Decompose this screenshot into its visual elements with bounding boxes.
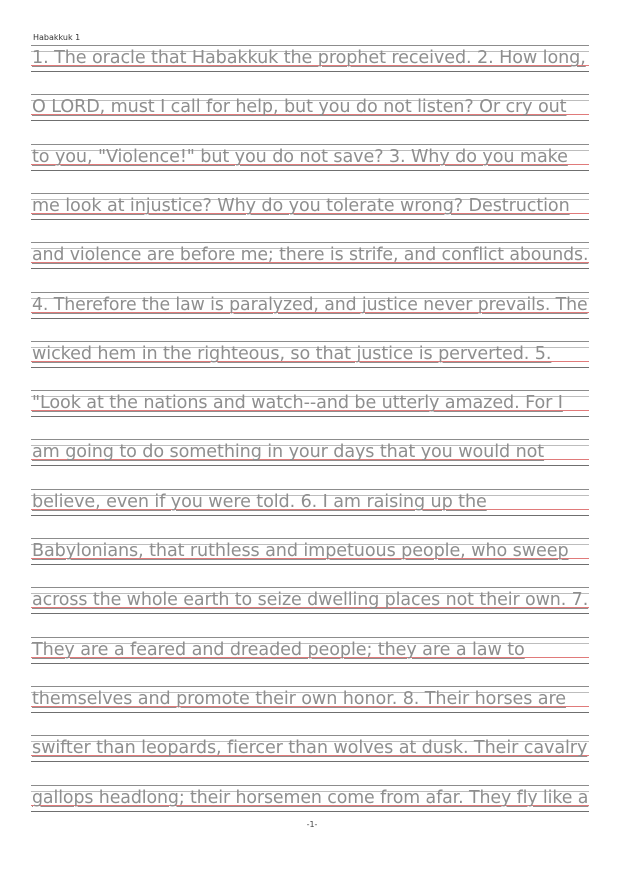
trace-text: O LORD, must I call for help, but you do not listen? Or cry out: [32, 97, 567, 118]
trace-text: swifter than leopards, fiercer than wolves at dusk. Their cavalry: [32, 738, 588, 759]
ruling-line: [31, 219, 589, 220]
ruling-line: [31, 170, 589, 171]
ruling-line: [31, 587, 589, 588]
ruling-line: [31, 120, 589, 121]
practice-line: [31, 94, 589, 134]
trace-text: They are a feared and dreaded people; they are a law to: [32, 639, 525, 660]
trace-text: across the whole earth to seize dwelling places not their own. 7.: [32, 590, 589, 611]
practice-line: [31, 538, 589, 578]
ruling-line: [31, 761, 589, 762]
trace-text: to you, "Violence!" but you do not save? 3. Why do you make: [32, 146, 568, 167]
ruling-line: [31, 144, 589, 145]
trace-text: 4. Therefore the law is paralyzed, and justice never prevails. The: [32, 294, 588, 315]
trace-text: themselves and promote their own honor. 8. Their horses are: [32, 688, 566, 709]
ruling-line: [31, 663, 589, 664]
practice-line: [31, 341, 589, 381]
ruling-line: [31, 193, 589, 194]
ruling-line: [31, 538, 589, 539]
ruling-line: [31, 268, 589, 269]
ruling-line: [31, 489, 589, 490]
ruling-line: [31, 712, 589, 713]
trace-text: am going to do something in your days that you would not: [32, 442, 545, 463]
ruling-line: [31, 439, 589, 440]
page-number: -1-: [306, 820, 318, 829]
trace-text: 1. The oracle that Habakkuk the prophet received. 2. How long,: [32, 48, 586, 68]
ruling-line: [31, 318, 589, 319]
ruling-line: [31, 735, 589, 736]
practice-line: [31, 686, 589, 726]
ruling-line: [31, 465, 589, 466]
trace-text: me look at injustice? Why do you tolerate wrong? Destruction: [32, 195, 570, 216]
ruling-line: [31, 341, 589, 342]
ruling-line: [31, 785, 589, 786]
practice-line: [31, 193, 589, 233]
practice-line: [31, 144, 589, 184]
ruling-line: [31, 811, 589, 812]
ruling-line: [31, 515, 589, 516]
practice-line: [31, 587, 589, 627]
trace-text: and violence are before me; there is strife, and conflict abounds.: [32, 245, 589, 266]
ruling-line: [31, 416, 589, 417]
ruling-line: [31, 564, 589, 565]
ruling-line: [31, 686, 589, 687]
trace-text: believe, even if you were told. 6. I am raising up the: [32, 491, 487, 512]
trace-text: "Look at the nations and watch--and be utterly amazed. For I: [32, 393, 563, 414]
trace-text: gallops headlong; their horsemen come from afar. They fly like a: [32, 787, 589, 808]
ruling-line: [31, 292, 589, 293]
ruling-line: [31, 94, 589, 95]
practice-line: [31, 735, 589, 775]
ruling-line: [31, 613, 589, 614]
ruling-line: [31, 71, 589, 72]
practice-line: [31, 292, 589, 332]
page-header-title: Habakkuk 1: [33, 33, 81, 42]
trace-text: wicked hem in the righteous, so that justice is perverted. 5.: [32, 343, 552, 364]
practice-line: [31, 439, 589, 479]
practice-line: [31, 489, 589, 529]
ruling-line: [31, 637, 589, 638]
ruling-line: [31, 45, 589, 46]
practice-line: [31, 390, 589, 430]
ruling-line: [31, 242, 589, 243]
practice-line: [31, 637, 589, 677]
practice-line: [31, 242, 589, 282]
ruling-line: [31, 367, 589, 368]
ruling-line: [31, 390, 589, 391]
practice-line: [31, 45, 589, 85]
trace-text: Babylonians, that ruthless and impetuous people, who sweep: [32, 541, 569, 561]
practice-line: [31, 785, 589, 825]
